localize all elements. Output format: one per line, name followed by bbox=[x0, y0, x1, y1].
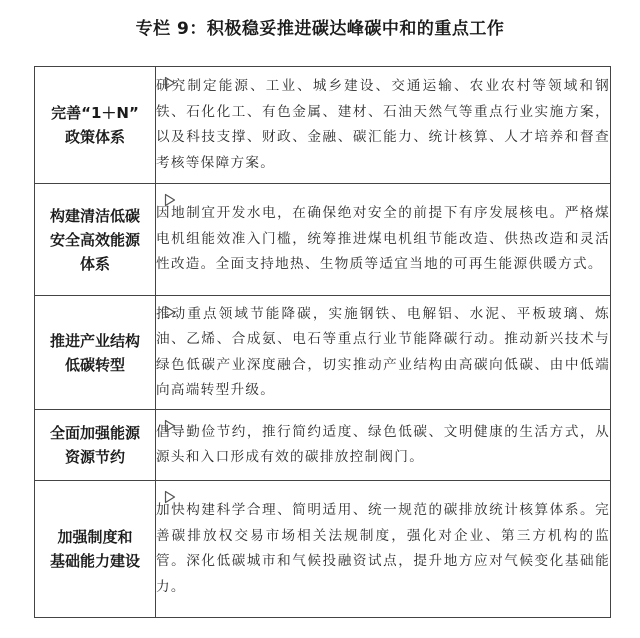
row-label-line: 全面加强能源 bbox=[49, 424, 140, 442]
key-tasks-table bbox=[34, 66, 611, 618]
row-label-line: 推进产业结构 bbox=[49, 331, 140, 350]
arrow-bullet-icon bbox=[164, 305, 176, 319]
row-label-line: 加强制度和 bbox=[57, 528, 133, 546]
row-label bbox=[35, 410, 156, 481]
row-content bbox=[156, 184, 611, 296]
row-label-line: 基础能力建设 bbox=[49, 552, 140, 570]
row-content bbox=[156, 410, 611, 481]
row-label-line: 安全高效能源 bbox=[49, 230, 140, 249]
row-label-line: 构建清洁低碳 bbox=[49, 206, 140, 225]
row-label bbox=[35, 296, 156, 410]
arrow-bullet-icon bbox=[164, 76, 176, 90]
arrow-bullet-icon bbox=[164, 193, 176, 207]
row-label-line: 政策体系 bbox=[64, 128, 125, 146]
table-row bbox=[35, 184, 611, 296]
row-content-text: 加快构建科学合理、简明适用、统一规范的碳排放统计核算体系。完善碳排放权交易市场相关法规制度，强化对企业、第三方机构的监管。深化低碳城市和气候投融资试点，提升地方应对气候变化基础能力。 bbox=[156, 502, 610, 595]
row-content bbox=[156, 67, 611, 184]
arrow-bullet-icon bbox=[164, 490, 176, 504]
table-row bbox=[35, 410, 611, 481]
table-row bbox=[35, 67, 611, 184]
row-content bbox=[156, 481, 611, 618]
row-label-line: 完善“1＋N” bbox=[51, 104, 139, 122]
row-content-text: 因地制宜开发水电，在确保绝对安全的前提下有序发展核电。严格煤电机组能效准入门槛，统筹推进煤电机组节能改造、供热改造和灵活性改造。全面支持地热、生物质等适宜当地的可再生能源供暖方式。 bbox=[156, 205, 610, 273]
row-label bbox=[35, 67, 156, 184]
table-row bbox=[35, 481, 611, 618]
row-label-line: 体系 bbox=[79, 254, 110, 273]
row-content-text: 倡导勤俭节约，推行简约适度、绿色低碳、文明健康的生活方式，从源头和入口形成有效的碳排放控制阀门。 bbox=[156, 423, 610, 465]
row-content bbox=[156, 296, 611, 410]
panel-title: 专栏 9：积极稳妥推进碳达峰碳中和的重点工作 bbox=[135, 19, 505, 39]
row-content-text: 推动重点领域节能降碳，实施钢铁、电解铝、水泥、平板玻璃、炼油、乙烯、合成氨、电石等重点行业节能降碳行动。推动新兴技术与绿色低碳产业深度融合，切实推动产业结构由高碳向低碳、由中低端向高端转型升级。 bbox=[156, 305, 610, 398]
row-label-line: 资源节约 bbox=[64, 448, 125, 466]
row-label-line: 低碳转型 bbox=[64, 355, 125, 374]
row-content-text: 研究制定能源、工业、城乡建设、交通运输、农业农村等领域和钢铁、石化化工、有色金属、建材、石油天然气等重点行业实施方案，以及科技支撑、财政、金融、碳汇能力、统计核算、人才培养和督查考核等保障方案。 bbox=[156, 78, 610, 171]
row-label bbox=[35, 481, 156, 618]
table-row bbox=[35, 296, 611, 410]
arrow-bullet-icon bbox=[164, 419, 176, 433]
row-label bbox=[35, 184, 156, 296]
